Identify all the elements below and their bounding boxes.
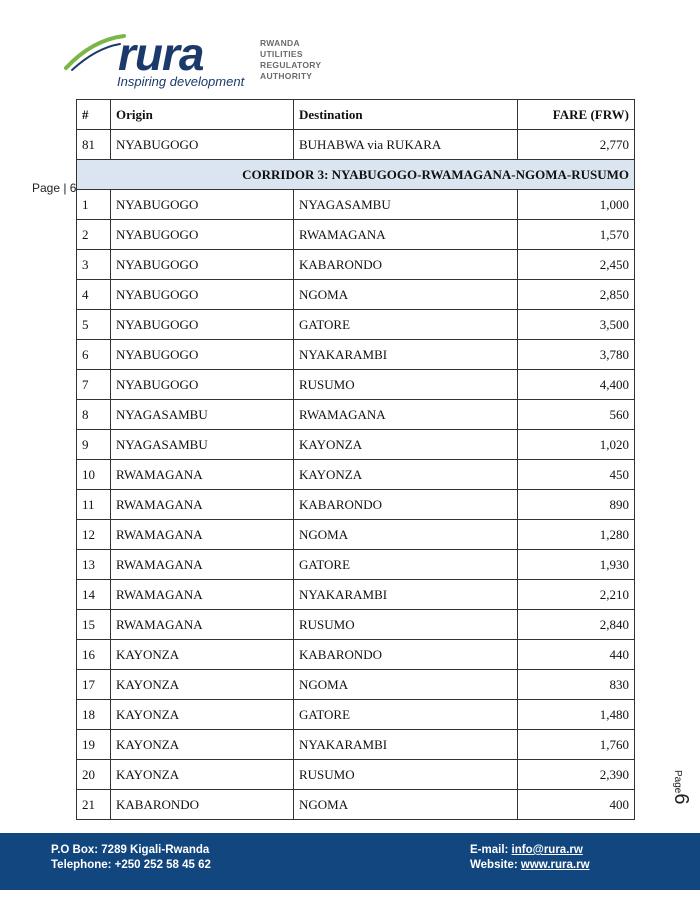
page-footer xyxy=(0,833,700,890)
table-row xyxy=(77,400,635,430)
table-row xyxy=(77,790,635,820)
cell-origin: KAYONZA xyxy=(111,640,294,670)
table-row xyxy=(77,640,635,670)
footer-contact-left xyxy=(51,843,211,873)
table-row xyxy=(77,280,635,310)
cell-number: 11 xyxy=(77,490,111,520)
cell-destination: RWAMAGANA xyxy=(294,400,518,430)
org-name-line: UTILITIES xyxy=(260,49,303,59)
page-header xyxy=(62,26,362,92)
cell-number: 5 xyxy=(77,310,111,340)
footer-website-line xyxy=(470,858,590,873)
email-label: E-mail: xyxy=(470,844,509,856)
table-row xyxy=(77,580,635,610)
cell-fare: 440 xyxy=(518,640,635,670)
table-row xyxy=(77,310,635,340)
cell-origin: NYABUGOGO xyxy=(111,190,294,220)
cell-origin: RWAMAGANA xyxy=(111,460,294,490)
cell-destination: KABARONDO xyxy=(294,490,518,520)
cell-fare: 3,500 xyxy=(518,310,635,340)
table-row xyxy=(77,340,635,370)
cell-origin: KAYONZA xyxy=(111,730,294,760)
footer-po-box: P.O Box: 7289 Kigali-Rwanda xyxy=(51,844,210,856)
cell-fare: 2,840 xyxy=(518,610,635,640)
cell-fare: 3,780 xyxy=(518,340,635,370)
cell-fare: 2,390 xyxy=(518,760,635,790)
cell-destination: KAYONZA xyxy=(294,430,518,460)
cell-fare: 2,850 xyxy=(518,280,635,310)
corridor-heading-row xyxy=(77,160,635,190)
table-row xyxy=(77,250,635,280)
org-name-line: REGULATORY xyxy=(260,60,322,70)
cell-destination: NYAKARAMBI xyxy=(294,340,518,370)
cell-destination: RUSUMO xyxy=(294,610,518,640)
table-row xyxy=(77,190,635,220)
cell-fare: 830 xyxy=(518,670,635,700)
cell-destination: GATORE xyxy=(294,310,518,340)
table-row xyxy=(77,460,635,490)
org-name-line: AUTHORITY xyxy=(260,71,313,81)
cell-origin: KAYONZA xyxy=(111,670,294,700)
table-row xyxy=(77,760,635,790)
cell-number: 19 xyxy=(77,730,111,760)
cell-origin: NYABUGOGO xyxy=(111,310,294,340)
cell-number: 14 xyxy=(77,580,111,610)
cell-fare: 560 xyxy=(518,400,635,430)
cell-fare: 2,770 xyxy=(518,130,635,160)
cell-origin: NYABUGOGO xyxy=(111,250,294,280)
cell-origin: NYAGASAMBU xyxy=(111,400,294,430)
header-fare: FARE (FRW) xyxy=(518,100,635,130)
page-number: 6 xyxy=(670,793,692,805)
cell-origin: RWAMAGANA xyxy=(111,520,294,550)
cell-number: 18 xyxy=(77,700,111,730)
website-link[interactable]: www.rura.rw xyxy=(520,859,590,871)
table-row xyxy=(77,130,635,160)
cell-origin: RWAMAGANA xyxy=(111,550,294,580)
cell-number: 12 xyxy=(77,520,111,550)
cell-origin: NYABUGOGO xyxy=(111,280,294,310)
table-row xyxy=(77,370,635,400)
cell-destination: GATORE xyxy=(294,550,518,580)
table-row xyxy=(77,220,635,250)
cell-destination: NYAKARAMBI xyxy=(294,730,518,760)
cell-origin: NYABUGOGO xyxy=(111,130,294,160)
cell-fare: 450 xyxy=(518,460,635,490)
rura-logo xyxy=(62,26,262,76)
footer-contact-right xyxy=(470,843,590,873)
cell-number: 3 xyxy=(77,250,111,280)
cell-destination: KABARONDO xyxy=(294,250,518,280)
cell-number: 1 xyxy=(77,190,111,220)
table-row xyxy=(77,730,635,760)
cell-destination: RUSUMO xyxy=(294,370,518,400)
fare-table xyxy=(76,99,635,820)
table-row xyxy=(77,700,635,730)
cell-fare: 400 xyxy=(518,790,635,820)
cell-number: 2 xyxy=(77,220,111,250)
page-word: Page xyxy=(672,770,683,794)
cell-origin: KAYONZA xyxy=(111,760,294,790)
org-name xyxy=(260,38,321,82)
cell-origin: NYABUGOGO xyxy=(111,340,294,370)
table-row xyxy=(77,520,635,550)
cell-origin: NYABUGOGO xyxy=(111,220,294,250)
header-destination: Destination xyxy=(294,100,518,130)
cell-origin: RWAMAGANA xyxy=(111,610,294,640)
footer-telephone: Telephone: +250 252 58 45 62 xyxy=(51,859,211,871)
cell-destination: NGOMA xyxy=(294,520,518,550)
cell-origin: NYABUGOGO xyxy=(111,370,294,400)
cell-destination: BUHABWA via RUKARA xyxy=(294,130,518,160)
cell-number: 9 xyxy=(77,430,111,460)
table-row xyxy=(77,610,635,640)
table-header-row xyxy=(77,100,635,130)
logo-tagline: Inspiring development xyxy=(117,74,245,89)
cell-origin: KABARONDO xyxy=(111,790,294,820)
table-row xyxy=(77,430,635,460)
cell-origin: KAYONZA xyxy=(111,700,294,730)
email-link[interactable]: info@rura.rw xyxy=(511,844,583,856)
website-label: Website: xyxy=(470,859,518,871)
cell-number: 8 xyxy=(77,400,111,430)
cell-destination: KAYONZA xyxy=(294,460,518,490)
cell-number: 81 xyxy=(77,130,111,160)
cell-destination: NYAGASAMBU xyxy=(294,190,518,220)
cell-fare: 1,480 xyxy=(518,700,635,730)
cell-number: 20 xyxy=(77,760,111,790)
logo-wordmark: rura xyxy=(118,28,204,76)
table-row xyxy=(77,670,635,700)
cell-origin: RWAMAGANA xyxy=(111,490,294,520)
page-number-left: Page | 6 xyxy=(32,181,77,195)
cell-destination: NYAKARAMBI xyxy=(294,580,518,610)
table-row xyxy=(77,550,635,580)
cell-destination: KABARONDO xyxy=(294,640,518,670)
footer-email-line xyxy=(470,843,590,858)
cell-fare: 2,210 xyxy=(518,580,635,610)
cell-fare: 1,000 xyxy=(518,190,635,220)
cell-destination: NGOMA xyxy=(294,280,518,310)
cell-destination: NGOMA xyxy=(294,790,518,820)
header-number: # xyxy=(77,100,111,130)
cell-number: 6 xyxy=(77,340,111,370)
cell-destination: GATORE xyxy=(294,700,518,730)
cell-number: 10 xyxy=(77,460,111,490)
cell-fare: 890 xyxy=(518,490,635,520)
cell-destination: RWAMAGANA xyxy=(294,220,518,250)
cell-fare: 1,760 xyxy=(518,730,635,760)
cell-number: 4 xyxy=(77,280,111,310)
cell-number: 21 xyxy=(77,790,111,820)
cell-number: 15 xyxy=(77,610,111,640)
cell-number: 17 xyxy=(77,670,111,700)
cell-origin: NYAGASAMBU xyxy=(111,430,294,460)
cell-fare: 1,930 xyxy=(518,550,635,580)
cell-fare: 1,570 xyxy=(518,220,635,250)
cell-fare: 4,400 xyxy=(518,370,635,400)
cell-fare: 2,450 xyxy=(518,250,635,280)
cell-number: 13 xyxy=(77,550,111,580)
cell-destination: NGOMA xyxy=(294,670,518,700)
cell-number: 7 xyxy=(77,370,111,400)
cell-fare: 1,020 xyxy=(518,430,635,460)
cell-origin: RWAMAGANA xyxy=(111,580,294,610)
cell-destination: RUSUMO xyxy=(294,760,518,790)
cell-fare: 1,280 xyxy=(518,520,635,550)
corridor-title: CORRIDOR 3: NYABUGOGO-RWAMAGANA-NGOMA-RUSUMO xyxy=(77,160,635,190)
cell-number: 16 xyxy=(77,640,111,670)
table-row xyxy=(77,490,635,520)
header-origin: Origin xyxy=(111,100,294,130)
org-name-line: RWANDA xyxy=(260,38,300,48)
page-number-right xyxy=(652,770,692,830)
